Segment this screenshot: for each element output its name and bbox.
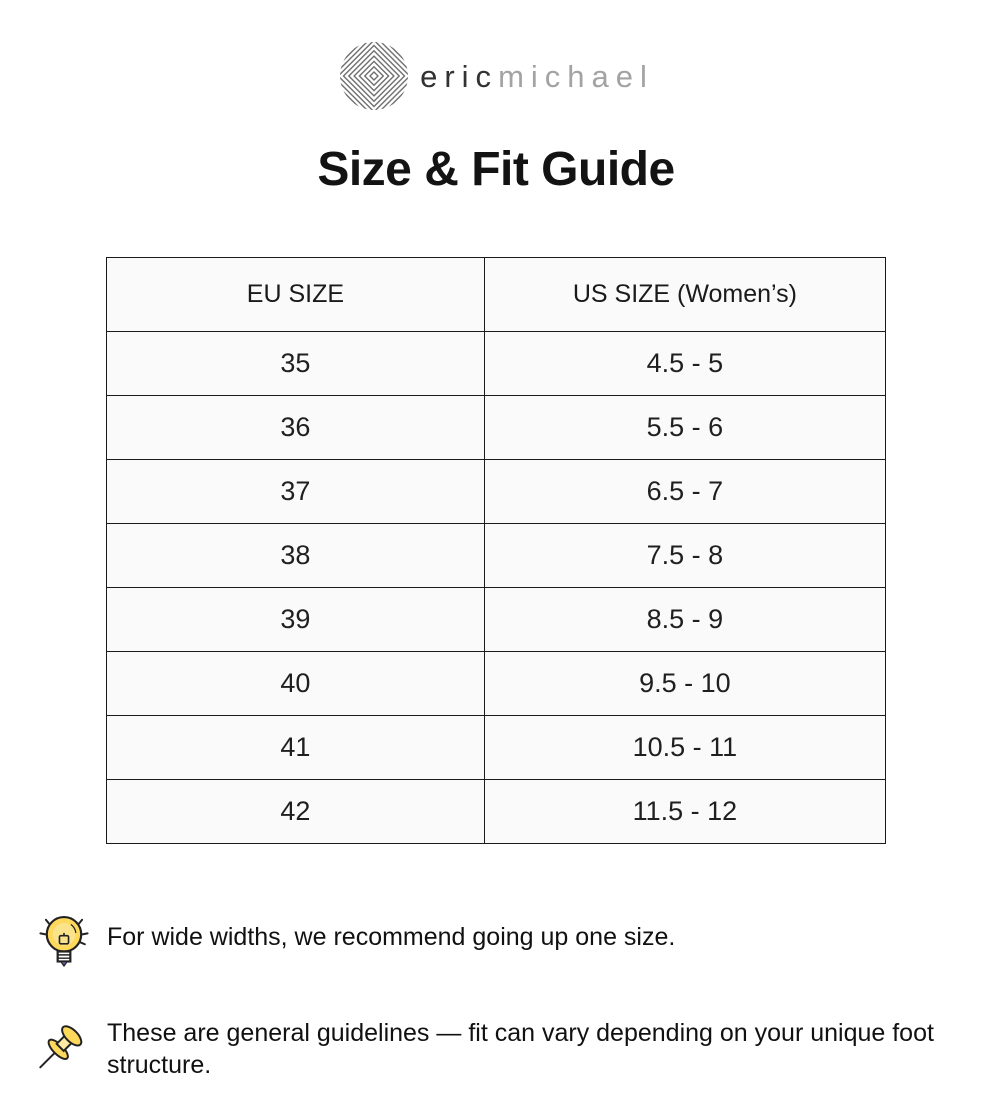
table-row — [107, 460, 886, 524]
us-size-cell: 6.5 - 7 — [484, 460, 885, 524]
footnotes — [34, 896, 992, 1106]
table-row — [107, 332, 886, 396]
us-size-cell: 8.5 - 9 — [484, 588, 885, 652]
us-size-cell: 9.5 - 10 — [484, 652, 885, 716]
us-size-cell: 11.5 - 12 — [484, 780, 885, 844]
eu-size-cell: 36 — [107, 396, 485, 460]
eu-size-cell: 37 — [107, 460, 485, 524]
brand-header — [0, 0, 992, 112]
table-row — [107, 652, 886, 716]
table-row — [107, 588, 886, 652]
brand-last-name: michael — [498, 58, 654, 94]
pushpin-icon — [34, 1015, 94, 1083]
wide-width-note-text: For wide widths, we recommend going up one size. — [107, 923, 676, 951]
eu-size-cell: 40 — [107, 652, 485, 716]
eu-size-cell: 39 — [107, 588, 485, 652]
eu-size-cell: 35 — [107, 332, 485, 396]
diamond-pattern-logo-icon — [338, 40, 410, 112]
table-header-row — [107, 258, 886, 332]
general-guidelines-note-text: These are general guidelines — fit can vary depending on your unique foot structure. — [107, 1019, 934, 1079]
lightbulb-icon — [34, 903, 94, 971]
page-title: Size & Fit Guide — [317, 143, 675, 196]
general-guidelines-note — [34, 992, 992, 1106]
us-size-cell: 5.5 - 6 — [484, 396, 885, 460]
eu-size-column-header: EU SIZE — [107, 258, 485, 332]
eu-size-cell: 41 — [107, 716, 485, 780]
table-row — [107, 716, 886, 780]
us-size-cell: 4.5 - 5 — [484, 332, 885, 396]
eu-size-cell: 38 — [107, 524, 485, 588]
us-size-column-header: US SIZE (Women’s) — [484, 258, 885, 332]
brand-first-name: eric — [420, 58, 499, 94]
wide-width-note — [34, 896, 992, 978]
table-row — [107, 524, 886, 588]
table-row — [107, 780, 886, 844]
table-row — [107, 396, 886, 460]
size-conversion-table — [106, 257, 886, 844]
us-size-cell: 7.5 - 8 — [484, 524, 885, 588]
us-size-cell: 10.5 - 11 — [484, 716, 885, 780]
eu-size-cell: 42 — [107, 780, 485, 844]
brand-wordmark — [420, 58, 654, 94]
